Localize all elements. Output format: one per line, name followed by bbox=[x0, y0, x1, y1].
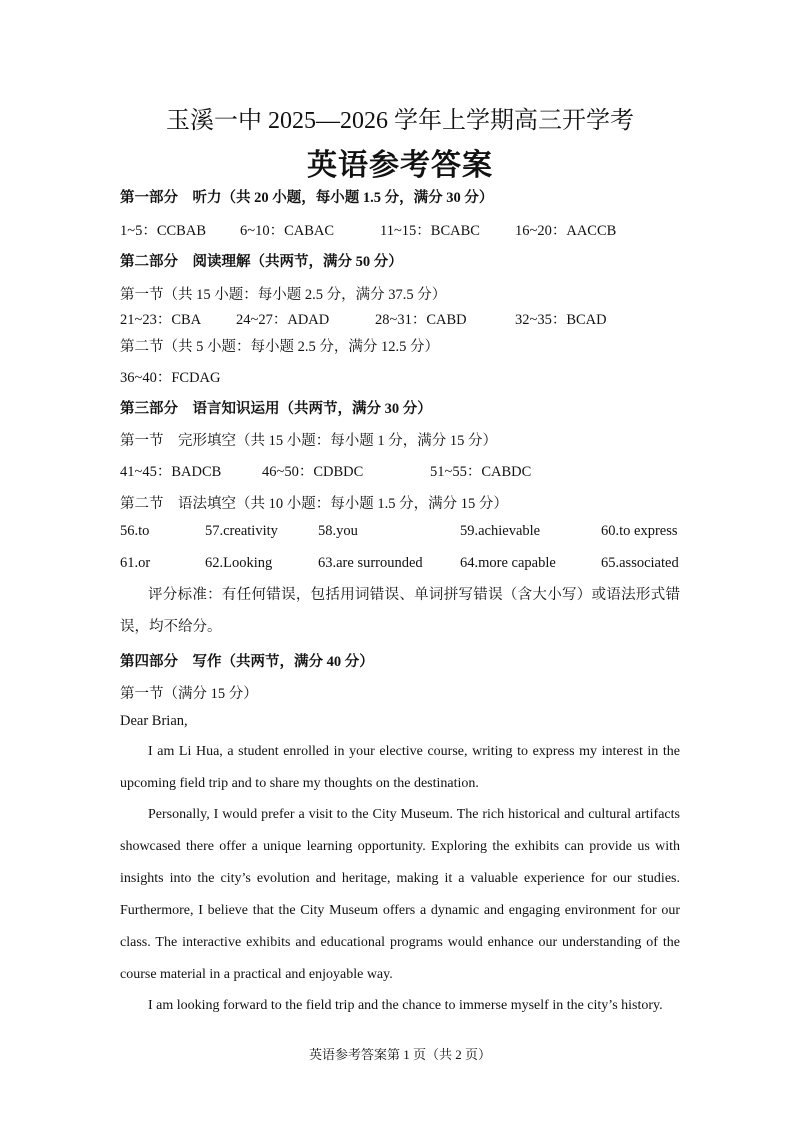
grammar-answer: 65.associated bbox=[601, 555, 679, 571]
answer-group: 41~45：BADCB bbox=[120, 464, 222, 480]
grammar-answer: 62.Looking bbox=[205, 555, 273, 571]
answer-group: 24~27：ADAD bbox=[236, 312, 330, 328]
grammar-answer: 64.more capable bbox=[460, 555, 556, 571]
grammar-answer: 56.to bbox=[120, 523, 150, 539]
answer-group: 1~5：CCBAB bbox=[120, 223, 207, 239]
grammar-answer: 59.achievable bbox=[460, 523, 541, 539]
part4-section1-heading: 第一节（满分 15 分） bbox=[120, 686, 258, 702]
answer-group: 28~31：CABD bbox=[375, 312, 467, 328]
answer-group: 16~20：AACCB bbox=[515, 223, 617, 239]
letter-paragraph: I am looking forward to the field trip and the chance to immerse myself in the city’s history. bbox=[148, 998, 663, 1013]
grammar-answer: 57.creativity bbox=[205, 523, 278, 539]
page-title: 英语参考答案 bbox=[307, 149, 493, 182]
part1-heading: 第一部分 听力（共 20 小题，每小题 1.5 分，满分 30 分） bbox=[120, 190, 494, 206]
scoring-note: 评分标准：有任何错误，包括用词错误、单词拼写错误（含大小写）或语法形式错误，均不给分。 bbox=[120, 587, 680, 635]
part2-heading: 第二部分 阅读理解（共两节，满分 50 分） bbox=[120, 254, 403, 270]
answer-group: 11~15：BCABC bbox=[380, 223, 480, 239]
grammar-answer: 58.you bbox=[318, 523, 358, 539]
part2-section1-heading: 第一节（共 15 小题：每小题 2.5 分，满分 37.5 分） bbox=[120, 287, 447, 303]
part2-section2-heading: 第二节（共 5 小题：每小题 2.5 分，满分 12.5 分） bbox=[120, 339, 439, 355]
grammar-answer: 61.or bbox=[120, 555, 151, 571]
part4-heading: 第四部分 写作（共两节，满分 40 分） bbox=[120, 654, 374, 670]
answer-group: 46~50：CDBDC bbox=[262, 464, 364, 480]
letter-salutation: Dear Brian, bbox=[120, 713, 188, 729]
grammar-answer: 63.are surrounded bbox=[318, 555, 423, 571]
exam-title: 玉溪一中 2025—2026 学年上学期高三开学考 bbox=[166, 108, 634, 134]
part3-section1-heading: 第一节 完形填空（共 15 小题：每小题 1 分，满分 15 分） bbox=[120, 433, 497, 449]
answer-group: 6~10：CABAC bbox=[240, 223, 335, 239]
letter-paragraph: I am Li Hua, a student enrolled in your elective course, writing to express my interest in the upcoming field trip and to share my thoughts on the destination. bbox=[120, 744, 680, 791]
part3-heading: 第三部分 语言知识运用（共两节，满分 30 分） bbox=[120, 401, 432, 417]
part3-section2-heading: 第二节 语法填空（共 10 小题：每小题 1.5 分，满分 15 分） bbox=[120, 496, 508, 512]
grammar-answer: 60.to express bbox=[601, 523, 678, 539]
answer-group: 32~35：BCAD bbox=[515, 312, 607, 328]
answer-group: 36~40：FCDAG bbox=[120, 370, 221, 386]
page-footer: 英语参考答案第 1 页（共 2 页） bbox=[308, 1047, 491, 1062]
answer-group: 51~55：CABDC bbox=[430, 464, 532, 480]
answer-group: 21~23：CBA bbox=[120, 312, 202, 328]
letter-paragraph: Personally, I would prefer a visit to the City Museum. The rich historical and cultural artifacts showcased there offer a unique learning opportunity. Exploring the exhibits can provide us with insights into the city’s evolution and heritage, making it a valuable experience for our studies. Furthermore, I believe that the City Museum offers a dynamic and engaging environment for our class. The interactive exhibits and educational programs would enhance our understanding of the course material in a practical and enjoyable way. bbox=[120, 807, 680, 982]
